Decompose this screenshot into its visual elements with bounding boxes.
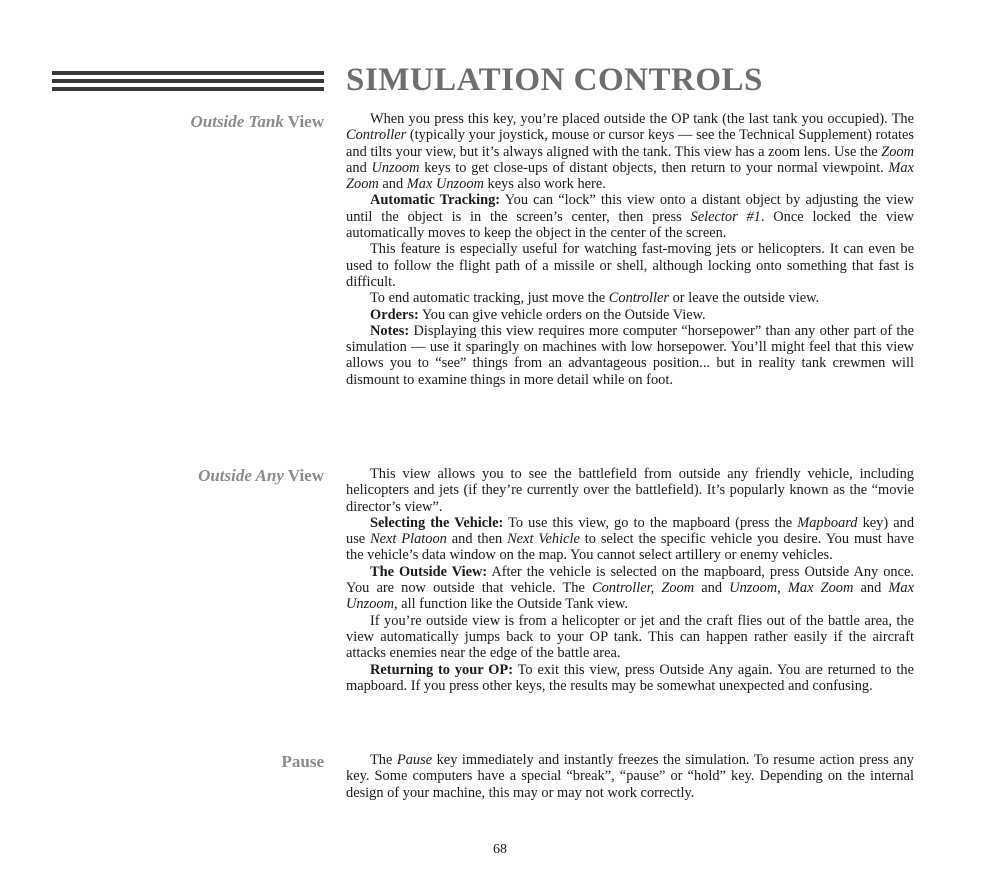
rule-line [52, 87, 324, 91]
page-number: 68 [493, 842, 507, 857]
paragraph: The Pause key immediately and instantly freezes the simulation. To resume action press any key. Some computers have a special “break”, “pause” or “hold” key. Depending on the internal design of your machine, this may or may not work correctly. [346, 752, 914, 801]
paragraph: When you press this key, you’re placed outside the OP tank (the last tank you occupied). The Controller (typically your joystick, mouse or cursor keys — see the Technical Supplement) rotates and tilts your view, but it’s always aligned with the tank. This view has a zoom lens. Use the Zoom and Unzoom keys to get close-ups of distant objects, then return to your normal viewpoint. Max Zoom and Max Unzoom keys also work here. [346, 111, 914, 193]
heading-pause: Pause [281, 752, 324, 771]
paragraph: This feature is especially useful for watching fast-moving jets or helicopters. It can even be used to follow the flight path of a missile or shell, although locking onto something that fast is difficult. [346, 241, 914, 290]
rule-line [52, 79, 324, 83]
paragraph-the-outside-view: The Outside View: After the vehicle is selected on the mapboard, press Outside Any once. You are now outside that vehicle. The Controller, Zoom and Unzoom, Max Zoom and Max Unzoom, all function like the Outside Tank view. [346, 563, 914, 613]
paragraph: This view allows you to see the battlefield from outside any friendly vehicle, including helicopters and jets (if they’re currently over the battlefield). It’s popularly known as the “movie director’s view”. [346, 466, 914, 515]
section-outside-any-view [346, 466, 914, 694]
paragraph-notes: Notes: Displaying this view requires more computer “horsepower” than any other part of the simulation — use it sparingly on machines with low horsepower. You’ll might feel that this view allows you to “see” things from an advantageous position... but in reality tank crewmen will dismount to examine things in more detail while on foot. [346, 322, 914, 388]
paragraph-orders: Orders: You can give vehicle orders on the Outside View. [370, 306, 706, 323]
heading-outside-any-view: Outside Any View [198, 466, 324, 485]
paragraph: If you’re outside view is from a helicopter or jet and the craft flies out of the battle area, the view automatically jumps back to your OP tank. This can happen rather easily if the aircraft attacks enemies near the edge of the battle area. [346, 612, 914, 662]
rule-line [52, 71, 324, 75]
paragraph-selecting-the-vehicle: Selecting the Vehicle: To use this view, go to the mapboard (press the Mapboard key) and use Next Platoon and then Next Vehicle to select the specific vehicle you desire. You must have the vehicle’s data window on the map. You cannot select artillery or enemy vehicles. [346, 514, 915, 564]
page-title: SIMULATION CONTROLS [346, 62, 763, 98]
paragraph-returning-to-your-op: Returning to your OP: To exit this view, press Outside Any again. You are returned to the mapboard. If you press other keys, the results may be somewhat unexpected and confusing. [346, 661, 914, 694]
heading-outside-tank-view: Outside Tank View [190, 112, 324, 131]
title-rule-lines [52, 71, 324, 95]
section-pause [346, 752, 914, 801]
paragraph-automatic-tracking: Automatic Tracking: You can “lock” this view onto a distant object by adjusting the view until the object is in the screen’s center, then press Selector #1. Once locked the view automatically moves to keep the object in the center of the screen. [346, 192, 915, 242]
paragraph: To end automatic tracking, just move the Controller or leave the outside view. [370, 290, 820, 307]
section-outside-tank-view [346, 111, 914, 388]
